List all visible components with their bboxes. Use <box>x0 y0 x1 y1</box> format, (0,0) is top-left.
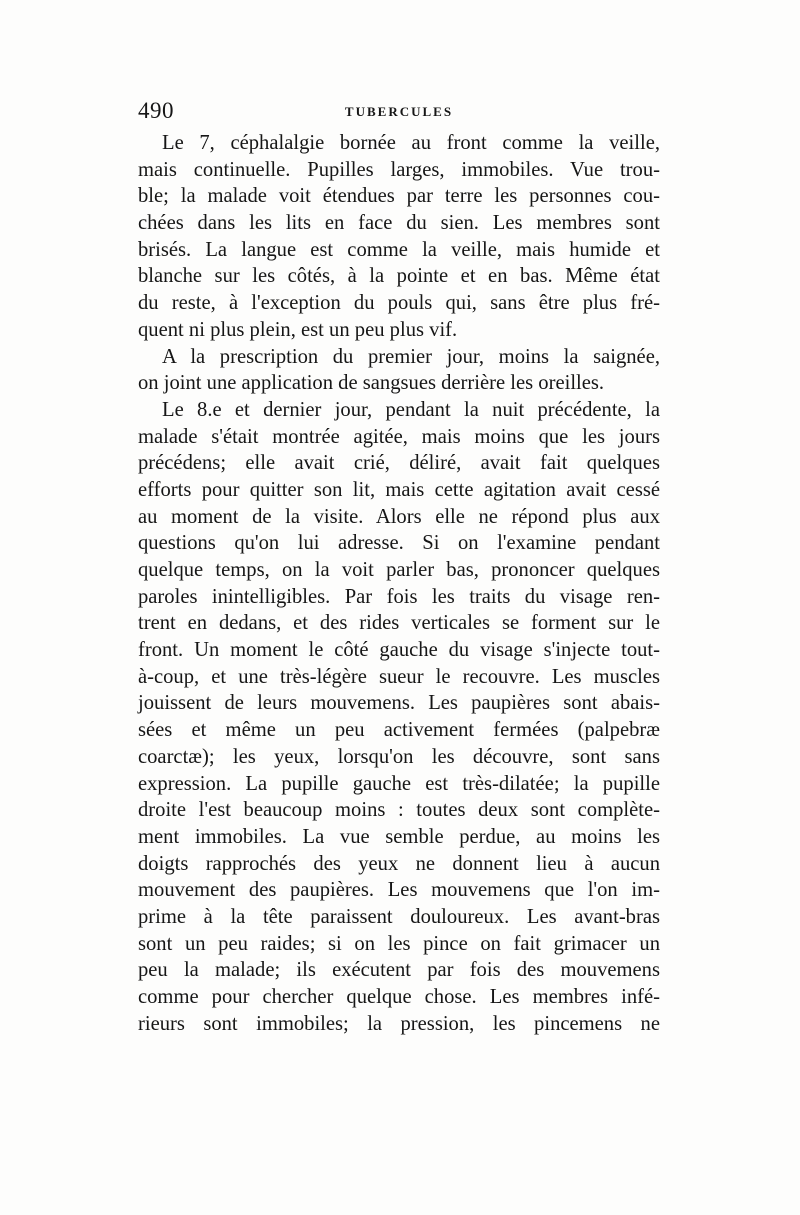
text-line: mais continuelle. Pupilles larges, immobiles. Vue trou- <box>138 158 660 181</box>
text-line: sont un peu raides; si on les pince on fait grimacer un <box>138 932 660 955</box>
text-line: blanche sur les côtés, à la pointe et en bas. Même état <box>138 265 660 288</box>
text-line: à-coup, et une très-légère sueur le recouvre. Les muscles <box>138 665 660 688</box>
text-line: efforts pour quitter son lit, mais cette agitation avait cessé <box>138 478 660 501</box>
text-line: A la prescription du premier jour, moins la saignée, <box>162 345 660 368</box>
text-line: malade s'était montrée agitée, mais moins que les jours <box>138 425 660 448</box>
text-line: rieurs sont immobiles; la pression, les pincemens ne <box>138 1012 660 1035</box>
text-line: doigts rapprochés des yeux ne donnent lieu à aucun <box>138 852 660 875</box>
text-line: peu la malade; ils exécutent par fois des mouvemens <box>138 959 660 982</box>
text-line: droite l'est beaucoup moins : toutes deux sont complète- <box>138 799 660 822</box>
text-line: quelque temps, on la voit parler bas, prononcer quelques <box>138 559 660 581</box>
text-line: prime à la tête paraissent douloureux. Les avant-bras <box>138 905 660 928</box>
text-line: expression. La pupille gauche est très-dilatée; la pupille <box>138 772 660 795</box>
page-header <box>138 98 660 128</box>
text-line: front. Un moment le côté gauche du visage s'injecte tout- <box>138 639 660 662</box>
text-line: coarctæ); les yeux, lorsqu'on les découvre, sont sans <box>138 745 660 768</box>
text-line: paroles inintelligibles. Par fois les traits du visage ren- <box>138 585 660 608</box>
text-line: on joint une application de sangsues derrière les oreilles. <box>138 372 605 395</box>
page-number: 490 <box>138 98 174 123</box>
running-head: TUBERCULES <box>344 104 454 119</box>
text-line: du reste, à l'exception du pouls qui, sans être plus fré- <box>138 292 660 315</box>
body-text <box>138 130 660 1037</box>
text-line: chées dans les lits en face du sien. Les membres sont <box>138 212 660 235</box>
text-line: jouissent de leurs mouvemens. Les paupières sont abais- <box>138 692 660 715</box>
text-line: précédens; elle avait crié, déliré, avait fait quelques <box>138 452 660 475</box>
text-line: ment immobiles. La vue semble perdue, au moins les <box>138 825 660 848</box>
text-line: questions qu'on lui adresse. Si on l'examine pendant <box>138 532 660 555</box>
text-line: au moment de la visite. Alors elle ne répond plus aux <box>138 505 660 528</box>
text-line: Le 7, céphalalgie bornée au front comme la veille, <box>162 132 660 154</box>
text-line: ble; la malade voit étendues par terre les personnes cou- <box>138 185 660 208</box>
text-line: quent ni plus plein, est un peu plus vif. <box>138 318 458 341</box>
text-line: sées et même un peu activement fermées (palpebræ <box>138 719 660 742</box>
text-line: brisés. La langue est comme la veille, mais humide et <box>138 238 660 261</box>
text-line: comme pour chercher quelque chose. Les membres infé- <box>138 986 660 1008</box>
text-line: mouvement des paupières. Les mouvemens que l'on im- <box>138 879 660 902</box>
text-line: Le 8.e et dernier jour, pendant la nuit précédente, la <box>162 398 660 421</box>
text-line: trent en dedans, et des rides verticales se forment sur le <box>138 612 660 635</box>
